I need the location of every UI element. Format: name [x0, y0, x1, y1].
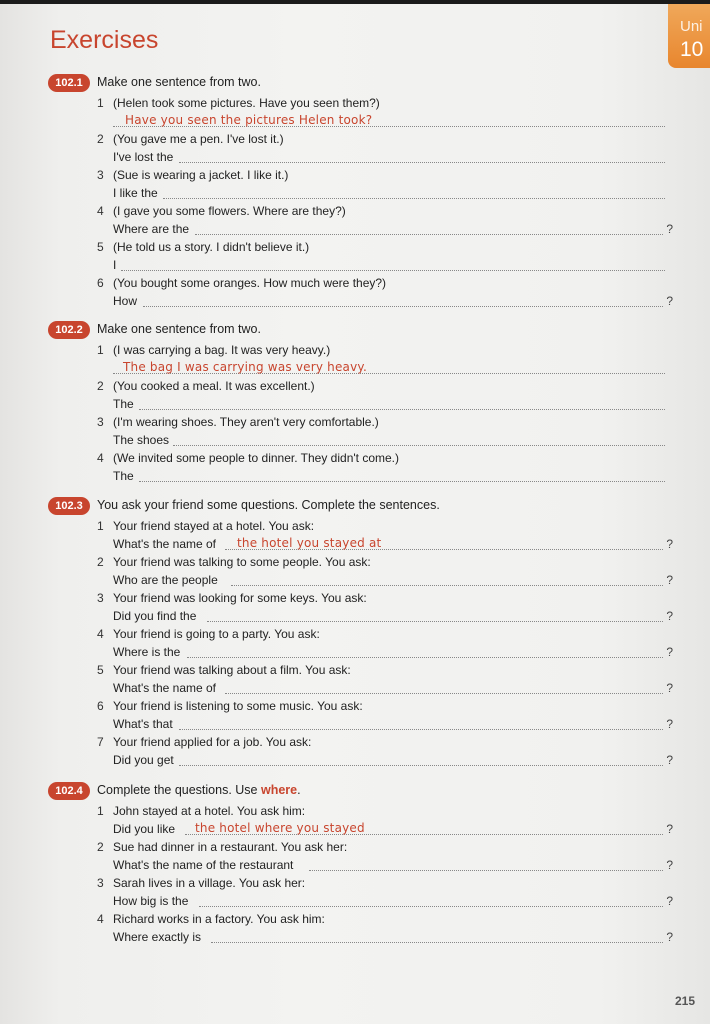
item-number: 2	[97, 840, 104, 854]
answer-line	[113, 536, 673, 552]
sentence-start: I've lost the	[113, 150, 174, 164]
exercise-item	[48, 415, 668, 451]
instruction-end: .	[297, 783, 301, 797]
item-number: 1	[97, 804, 104, 818]
item-prompt: Your friend was talking about a film. You ask:	[113, 663, 351, 677]
item-number: 6	[97, 699, 104, 713]
answer-line	[113, 469, 665, 484]
item-prompt: (I was carrying a bag. It was very heavy.)	[113, 343, 331, 357]
exercise-item	[48, 663, 673, 699]
exercise-instruction: Make one sentence from two.	[97, 322, 261, 336]
answer-line	[113, 717, 673, 732]
answer-line	[113, 222, 673, 237]
question-mark: ?	[666, 717, 673, 731]
answer-blank[interactable]	[139, 481, 665, 482]
exercise-badge: 102.4	[48, 782, 90, 800]
exercise-item	[48, 379, 668, 415]
sentence-start: What's the name of the restaurant	[113, 858, 294, 872]
item-number: 2	[97, 132, 104, 146]
exercise-item	[48, 735, 673, 771]
item-number: 3	[97, 591, 104, 605]
answer-blank[interactable]	[211, 942, 663, 943]
sentence-start: Where exactly is	[113, 930, 202, 944]
item-number: 3	[97, 168, 104, 182]
exercise-102-4	[48, 782, 673, 944]
item-number: 4	[97, 627, 104, 641]
exercise-item	[48, 276, 673, 312]
item-prompt: (I gave you some flowers. Where are they?)	[113, 204, 346, 218]
answer-line	[113, 645, 673, 660]
page-number: 215	[675, 994, 696, 1008]
item-prompt: (You bought some oranges. How much were they?)	[113, 276, 387, 290]
question-mark: ?	[666, 822, 673, 836]
sentence-start: Did you like	[113, 822, 176, 836]
answer-blank[interactable]	[199, 906, 663, 907]
answer-blank[interactable]	[163, 198, 665, 199]
sentence-start: The shoes	[113, 433, 170, 447]
sentence-start: What's that	[113, 717, 173, 731]
item-prompt: Sarah lives in a village. You ask her:	[113, 876, 306, 890]
item-prompt: Your friend stayed at a hotel. You ask:	[113, 519, 315, 533]
answer-blank[interactable]	[309, 870, 663, 871]
item-number: 4	[97, 204, 104, 218]
question-mark: ?	[666, 222, 673, 236]
item-number: 1	[97, 96, 104, 110]
answer-line	[113, 858, 673, 873]
item-number: 4	[97, 451, 104, 465]
answer-line	[113, 433, 665, 448]
instruction-text: Complete the questions. Use	[97, 783, 261, 797]
answer-line	[113, 894, 673, 909]
item-prompt: Your friend is going to a party. You ask:	[113, 627, 320, 641]
item-number: 2	[97, 379, 104, 393]
sentence-start: What's the name of	[113, 681, 217, 695]
unit-tab	[668, 4, 710, 68]
answer-blank[interactable]	[173, 445, 665, 446]
item-prompt: Richard works in a factory. You ask him:	[113, 912, 325, 926]
item-number: 2	[97, 555, 104, 569]
exercise-instruction: Make one sentence from two.	[97, 75, 261, 89]
item-number: 5	[97, 240, 104, 254]
question-mark: ?	[666, 858, 673, 872]
exercise-item	[48, 627, 673, 663]
exercise-item	[48, 555, 673, 591]
answer-line	[113, 681, 673, 696]
instruction-keyword: where	[260, 783, 298, 797]
exercise-header	[48, 74, 668, 94]
sentence-start: Did you find the	[113, 609, 197, 623]
answer-blank[interactable]	[195, 234, 663, 235]
answer-line	[113, 609, 673, 624]
item-number: 3	[97, 876, 104, 890]
item-number: 5	[97, 663, 104, 677]
sentence-start: Who are the people	[113, 573, 218, 587]
question-mark: ?	[666, 645, 673, 659]
item-prompt: Sue had dinner in a restaurant. You ask her:	[113, 840, 348, 854]
question-mark: ?	[666, 894, 673, 908]
exercise-instruction	[97, 783, 301, 797]
answer-blank[interactable]	[179, 729, 663, 730]
sentence-start: What's the name of	[113, 537, 217, 551]
answer-line	[113, 114, 665, 129]
exercise-102-1	[48, 74, 673, 308]
item-number: 1	[97, 343, 104, 357]
answer-blank[interactable]	[179, 162, 665, 163]
answer-line	[113, 930, 673, 945]
page-title: Exercises	[50, 26, 159, 54]
item-prompt: (Helen took some pictures. Have you seen them?)	[113, 96, 380, 110]
item-prompt: (I'm wearing shoes. They aren't very comfortable.)	[113, 415, 379, 429]
exercise-item	[48, 132, 668, 168]
answer-line	[113, 258, 665, 273]
exercise-instruction: You ask your friend some questions. Complete the sentences.	[97, 498, 440, 512]
exercise-header	[48, 782, 668, 802]
item-prompt: Your friend was talking to some people. You ask:	[113, 555, 371, 569]
item-prompt: (Sue is wearing a jacket. I like it.)	[113, 168, 289, 182]
sentence-start: The	[113, 397, 134, 411]
exercise-item	[48, 240, 668, 276]
sentence-start: I	[113, 258, 117, 272]
question-mark: ?	[666, 753, 673, 767]
exercise-item	[48, 804, 673, 840]
question-mark: ?	[666, 294, 673, 308]
unit-tab-label: Uni	[680, 18, 703, 35]
answer-blank[interactable]	[207, 621, 663, 622]
answer-line	[113, 573, 673, 588]
exercise-item	[48, 96, 668, 132]
answer-line	[113, 150, 665, 165]
exercise-item	[48, 912, 673, 948]
exercise-badge: 102.2	[48, 321, 90, 339]
exercise-item	[48, 699, 673, 735]
exercise-header	[48, 321, 668, 341]
item-prompt: (He told us a story. I didn't believe it.)	[113, 240, 310, 254]
answer-line	[113, 821, 673, 837]
exercise-header	[48, 497, 668, 517]
exercise-badge: 102.3	[48, 497, 90, 515]
item-prompt: Your friend was looking for some keys. You ask:	[113, 591, 367, 605]
exercise-item	[48, 204, 673, 240]
sentence-start: How big is the	[113, 894, 189, 908]
answer-blank[interactable]	[143, 306, 663, 307]
sentence-start: The	[113, 469, 134, 483]
question-mark: ?	[666, 537, 673, 551]
answer-line	[113, 361, 665, 376]
answer-blank[interactable]	[179, 765, 663, 766]
sentence-start: How	[113, 294, 138, 308]
answer-line	[113, 397, 665, 412]
example-answer: The bag I was carrying was very heavy.	[123, 360, 368, 374]
sentence-start: Where are the	[113, 222, 190, 236]
sentence-start: Where is the	[113, 645, 181, 659]
exercise-item	[48, 451, 668, 487]
exercise-item	[48, 519, 673, 555]
question-mark: ?	[666, 681, 673, 695]
sentence-start: Did you get	[113, 753, 174, 767]
question-mark: ?	[666, 573, 673, 587]
item-prompt: Your friend is listening to some music. You ask:	[113, 699, 363, 713]
sentence-start: I like the	[113, 186, 158, 200]
answer-line	[113, 294, 673, 309]
exercise-item	[48, 168, 668, 204]
answer-blank[interactable]	[139, 409, 665, 410]
answer-line	[113, 186, 665, 201]
exercise-item	[48, 876, 673, 912]
top-rule	[0, 0, 710, 4]
item-prompt: (You gave me a pen. I've lost it.)	[113, 132, 284, 146]
question-mark: ?	[666, 609, 673, 623]
example-answer: the hotel you stayed at	[237, 536, 382, 550]
answer-blank[interactable]	[231, 585, 663, 586]
exercise-item	[48, 591, 673, 627]
item-number: 7	[97, 735, 104, 749]
item-prompt: (You cooked a meal. It was excellent.)	[113, 379, 315, 393]
unit-tab-number: 10	[680, 38, 704, 61]
exercise-item	[48, 840, 673, 876]
exercise-item	[48, 343, 668, 379]
exercise-102-2	[48, 321, 668, 483]
item-prompt: John stayed at a hotel. You ask him:	[113, 804, 306, 818]
answer-line	[113, 753, 673, 768]
question-mark: ?	[666, 930, 673, 944]
item-prompt: (We invited some people to dinner. They didn't come.)	[113, 451, 400, 465]
answer-blank[interactable]	[225, 693, 663, 694]
exercise-badge: 102.1	[48, 74, 90, 92]
item-number: 4	[97, 912, 104, 926]
answer-blank[interactable]	[121, 270, 665, 271]
example-answer: Have you seen the pictures Helen took?	[125, 113, 373, 127]
exercise-102-3	[48, 497, 673, 767]
item-number: 1	[97, 519, 104, 533]
answer-blank[interactable]	[187, 657, 663, 658]
item-prompt: Your friend applied for a job. You ask:	[113, 735, 312, 749]
item-number: 3	[97, 415, 104, 429]
item-number: 6	[97, 276, 104, 290]
example-answer: the hotel where you stayed	[195, 821, 365, 835]
